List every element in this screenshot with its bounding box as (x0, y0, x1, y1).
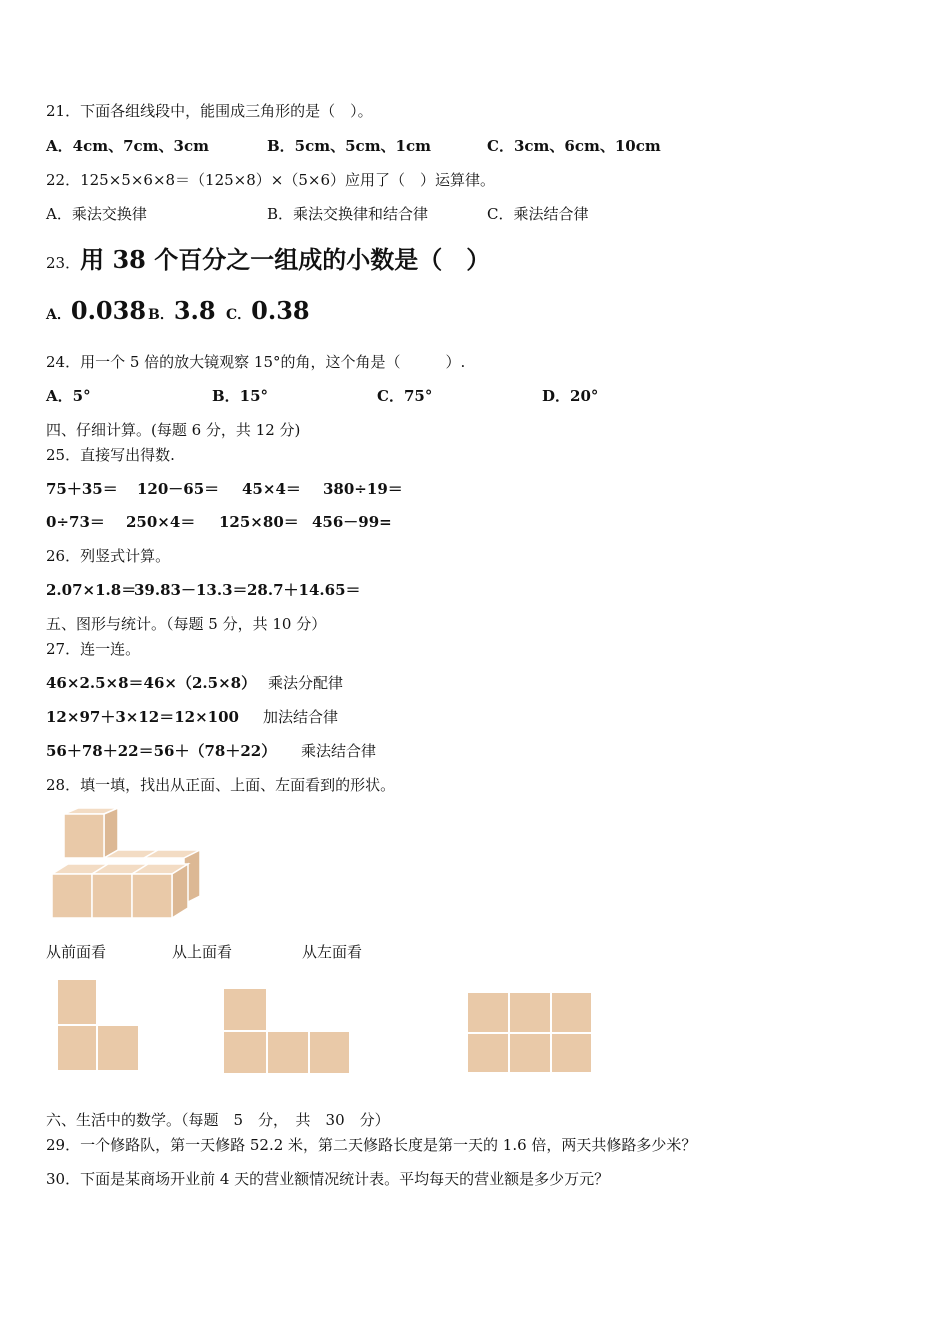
q21-stem: 21．下面各组线段中，能围成三角形的是（ ）。 (46, 102, 373, 120)
view-shape-2 (222, 987, 352, 1077)
q25-item: 250×4＝ (126, 513, 196, 531)
q26-stem: 26．列竖式计算。 (46, 547, 171, 565)
q28-stem: 28．填一填，找出从正面、上面、左面看到的形状。 (46, 776, 396, 794)
q29-stem: 29．一个修路队，第一天修路 52.2 米，第二天修路长度是第一天的 1.6 倍，两天共修路多少米？ (46, 1136, 697, 1154)
q22-option-a: A．乘法交换律 (46, 205, 147, 223)
q27-stem: 27．连一连。 (46, 640, 141, 658)
q23-option-c (226, 296, 310, 330)
view-label-front: 从前面看 (46, 943, 107, 961)
q23-line (46, 245, 490, 278)
q22-stem: 22．125×5×6×8＝（125×8）×（5×6）应用了（ ）运算律。 (46, 171, 496, 189)
q27-left-item: 56＋78＋22＝56＋（78＋22） (46, 742, 277, 760)
q23-option-a-value: 0.038 (70, 296, 147, 325)
q25-item: 0÷73＝ (46, 513, 105, 531)
q24-option-c: C．75° (377, 387, 433, 405)
q21-option-a: A．4cm、7cm、3cm (46, 137, 209, 155)
q27-right-item: 加法结合律 (263, 708, 339, 726)
q27-right-item: 乘法结合律 (301, 742, 377, 760)
view-label-left: 从左面看 (302, 943, 363, 961)
q24-option-b: B．15° (212, 387, 269, 405)
q23-number: 23． (46, 254, 81, 272)
q23-option-a (46, 296, 146, 330)
q30-stem: 30．下面是某商场开业前 4 天的营业额情况统计表。平均每天的营业额是多少万元？ (46, 1170, 610, 1188)
q23-option-b-label: B． (148, 307, 174, 323)
q27-right-item: 乘法分配律 (268, 674, 344, 692)
q21-option-b: B．5cm、5cm、1cm (267, 137, 432, 155)
q23-stem: 用 38 个百分之一组成的小数是（ ） (80, 245, 491, 274)
q23-option-c-value: 0.38 (251, 296, 310, 325)
q23-option-b-value: 3.8 (173, 296, 216, 325)
q23-option-b (148, 296, 216, 330)
q25-item: 75＋35＝ (46, 480, 118, 498)
q27-left-item: 12×97＋3×12＝12×100 (46, 708, 239, 726)
q25-item: 125×80＝ (219, 513, 299, 531)
cube-figure (48, 808, 208, 923)
q22-option-c: C．乘法结合律 (487, 205, 589, 223)
q26-item: 39.83－13.3＝ (134, 581, 248, 599)
q25-item: 380÷19＝ (323, 480, 403, 498)
section-5-heading: 五、图形与统计。（每题 5 分，共 10 分） (46, 615, 327, 633)
q24-option-a: A．5° (46, 387, 91, 405)
q24-stem: 24．用一个 5 倍的放大镜观察 15°的角，这个角是（ ）. (46, 353, 466, 371)
q21-option-c: C．3cm、6cm、10cm (487, 137, 661, 155)
view-shape-3 (466, 991, 594, 1075)
q25-stem: 25．直接写出得数. (46, 446, 175, 464)
q26-item: 28.7＋14.65＝ (247, 581, 361, 599)
q25-item: 120－65＝ (137, 480, 220, 498)
view-label-top: 从上面看 (172, 943, 233, 961)
q26-item: 2.07×1.8＝ (46, 581, 137, 599)
q25-item: 456－99= (312, 513, 392, 531)
section-6-heading: 六、生活中的数学。（每题 5 分， 共 30 分） (46, 1111, 390, 1129)
q25-item: 45×4＝ (242, 480, 301, 498)
q24-option-d: D．20° (542, 387, 599, 405)
q23-option-a-label: A． (46, 307, 71, 323)
q23-option-c-label: C． (226, 307, 252, 323)
q22-option-b: B．乘法交换律和结合律 (267, 205, 429, 223)
section-4-heading: 四、仔细计算。(每题 6 分，共 12 分) (46, 421, 301, 439)
q27-left-item: 46×2.5×8＝46×（2.5×8） (46, 674, 257, 692)
view-shape-1 (56, 978, 142, 1074)
